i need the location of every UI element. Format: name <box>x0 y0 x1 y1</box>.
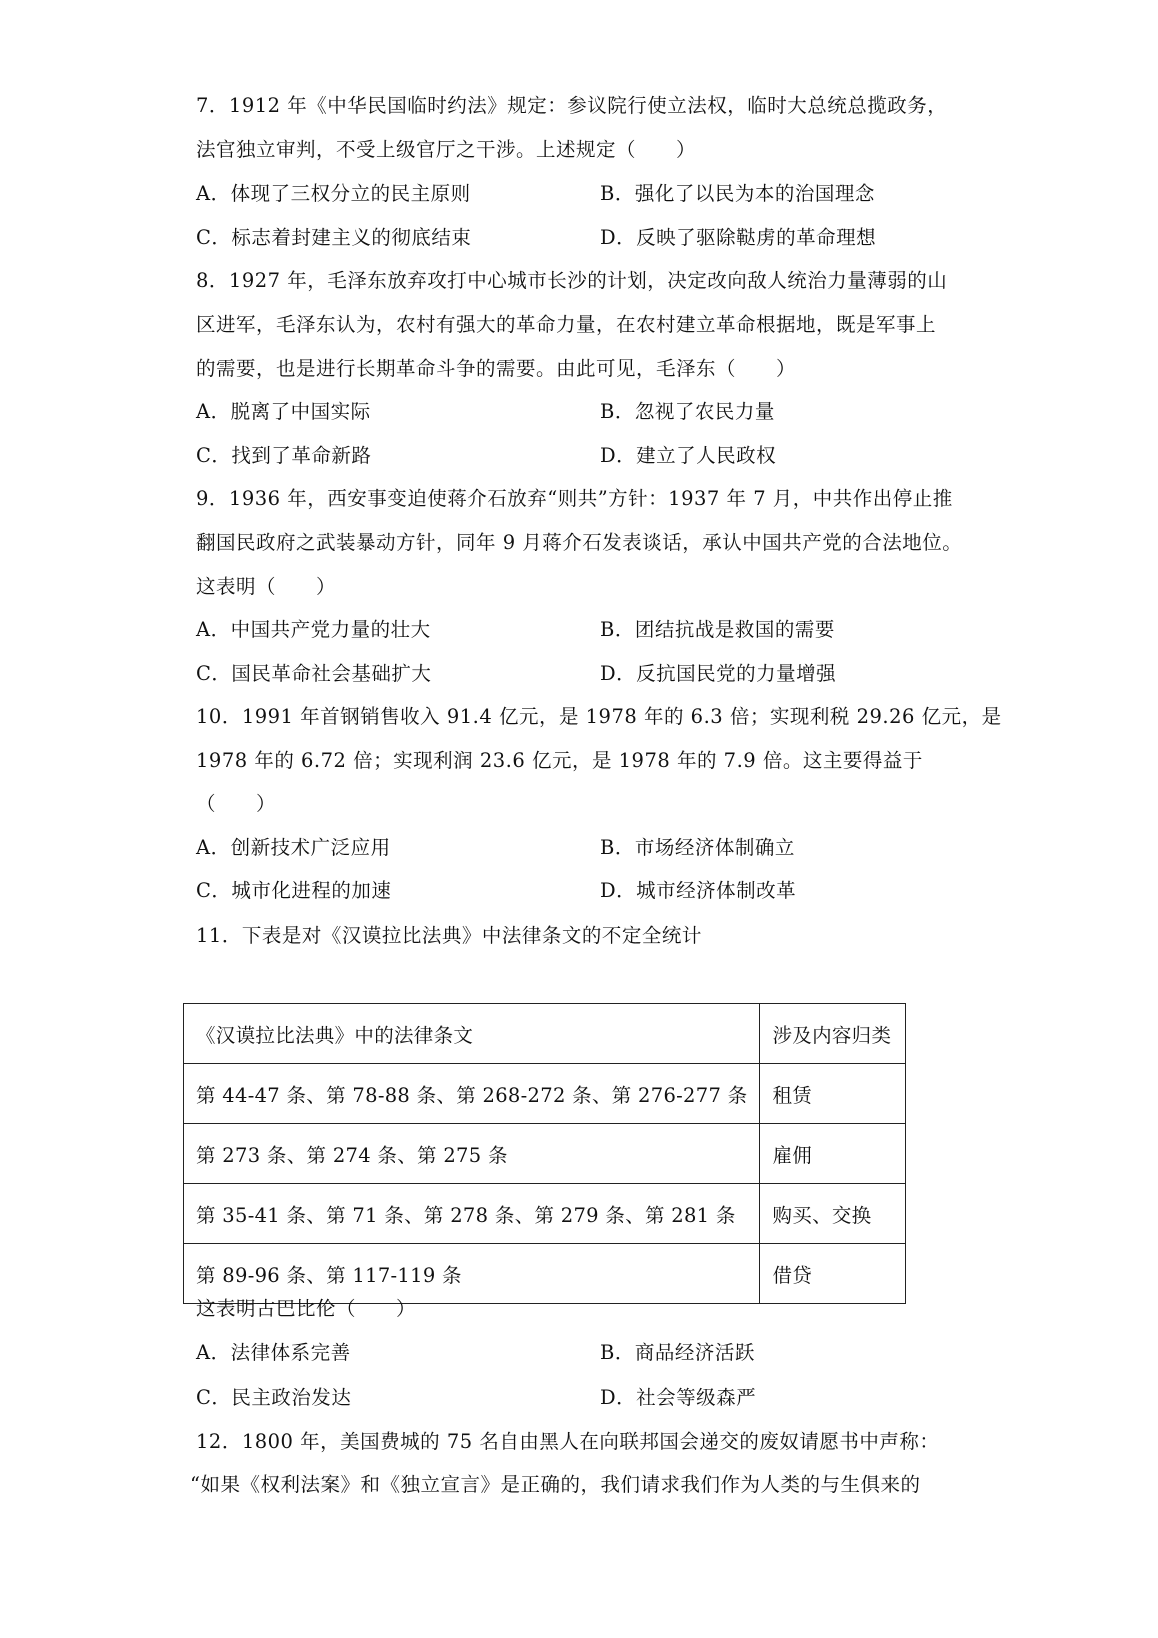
table-row <box>184 1124 906 1184</box>
q12-stem-line1: 12．1800 年，美国费城的 75 名自由黑人在向联邦国会递交的废奴请愿书中声称： <box>196 1430 940 1453</box>
q11-option-b: B．商品经济活跃 <box>600 1341 755 1364</box>
q10-stem-line2: 1978 年的 6.72 倍；实现利润 23.6 亿元，是 1978 年的 7.9 倍。这主要得益于 <box>196 749 923 772</box>
q9-option-a: A．中国共产党力量的壮大 <box>196 618 431 641</box>
hammurabi-statistics-table <box>183 1003 906 1304</box>
q8-stem-line2: 区进军，毛泽东认为，农村有强大的革命力量，在农村建立革命根据地，既是军事上 <box>196 313 937 336</box>
q9-stem-line3: 这表明（ ） <box>196 575 337 598</box>
q11-option-a: A．法律体系完善 <box>196 1341 351 1364</box>
q10-stem-line1: 10．1991 年首钢销售收入 91.4 亿元，是 1978 年的 6.3 倍；实现利税 29.26 亿元，是 <box>196 705 1002 728</box>
table-row <box>184 1064 906 1124</box>
q9-option-d: D．反抗国民党的力量增强 <box>600 662 837 685</box>
q8-stem-line1: 8．1927 年，毛泽东放弃攻打中心城市长沙的计划，决定改向敌人统治力量薄弱的山 <box>196 269 948 292</box>
q7-option-b: B．强化了以民为本的治国理念 <box>600 182 875 205</box>
q9-stem-line1: 9．1936 年，西安事变迫使蒋介石放弃“则共”方针：1937 年 7 月，中共作出停止推 <box>196 487 953 510</box>
q8-option-c: C．找到了革命新路 <box>196 444 372 467</box>
q11-stem-line1: 11．下表是对《汉谟拉比法典》中法律条文的不定全统计 <box>196 924 702 947</box>
q10-option-b: B．市场经济体制确立 <box>600 836 795 859</box>
q8-stem-line3: 的需要，也是进行长期革命斗争的需要。由此可见，毛泽东（ ） <box>196 357 797 380</box>
q10-option-a: A．创新技术广泛应用 <box>196 836 391 859</box>
table-cell: 购买、交换 <box>760 1184 906 1244</box>
q8-option-b: B．忽视了农民力量 <box>600 400 775 423</box>
q7-option-d: D．反映了驱除鞑虏的革命理想 <box>600 226 877 249</box>
q7-option-a: A．体现了三权分立的民主原则 <box>196 182 471 205</box>
table-cell: 借贷 <box>760 1244 906 1304</box>
table-cell: 第 89-96 条、第 117-119 条 <box>184 1244 760 1304</box>
table-header-cell: 《汉谟拉比法典》中的法律条文 <box>184 1004 760 1064</box>
q10-option-c: C．城市化进程的加速 <box>196 879 392 902</box>
q11-stem-after: 这表明古巴比伦（ ） <box>196 1297 417 1320</box>
q12-stem-line2: “如果《权利法案》和《独立宣言》是正确的，我们请求我们作为人类的与生俱来的 <box>190 1473 921 1496</box>
q9-option-b: B．团结抗战是救国的需要 <box>600 618 835 641</box>
table-header-row <box>184 1004 906 1064</box>
q11-option-c: C．民主政治发达 <box>196 1386 352 1409</box>
table-cell: 租赁 <box>760 1064 906 1124</box>
q11-option-d: D．社会等级森严 <box>600 1386 757 1409</box>
table-cell: 雇佣 <box>760 1124 906 1184</box>
table-cell: 第 273 条、第 274 条、第 275 条 <box>184 1124 760 1184</box>
table-cell: 第 44-47 条、第 78-88 条、第 268-272 条、第 276-277 条 <box>184 1064 760 1124</box>
table-row <box>184 1184 906 1244</box>
q10-option-d: D．城市经济体制改革 <box>600 879 797 902</box>
q9-option-c: C．国民革命社会基础扩大 <box>196 662 432 685</box>
q7-stem-line1: 7．1912 年《中华民国临时约法》规定：参议院行使立法权，临时大总统总揽政务， <box>196 94 948 117</box>
q9-stem-line2: 翻国民政府之武装暴动方针，同年 9 月蒋介石发表谈话，承认中国共产党的合法地位。 <box>196 531 963 554</box>
q10-stem-line3: （ ） <box>196 792 277 815</box>
q7-stem-line2: 法官独立审判，不受上级官厅之干涉。上述规定（ ） <box>196 138 697 161</box>
table-row <box>184 1244 906 1304</box>
table-cell: 第 35-41 条、第 71 条、第 278 条、第 279 条、第 281 条 <box>184 1184 760 1244</box>
q7-option-c: C．标志着封建主义的彻底结束 <box>196 226 472 249</box>
table-header-cell: 涉及内容归类 <box>760 1004 906 1064</box>
q8-option-d: D．建立了人民政权 <box>600 444 777 467</box>
q8-option-a: A．脱离了中国实际 <box>196 400 371 423</box>
